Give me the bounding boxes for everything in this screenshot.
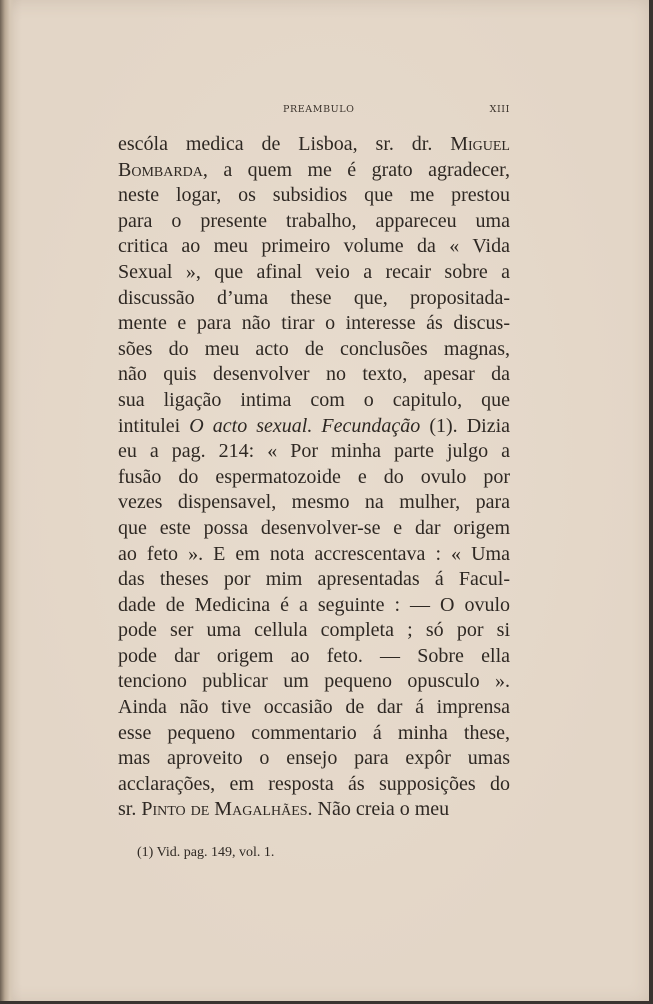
text-line: sua ligação intima com o capitulo, que bbox=[118, 388, 510, 411]
text-line: acclarações, em resposta ás supposições do bbox=[118, 772, 510, 795]
text-line: intitulei O acto sexual. Fecundação (1). Dizia bbox=[118, 414, 511, 437]
text-line: sões do meu acto de conclusões magnas, bbox=[118, 337, 510, 360]
author-name: Pinto de Magalhães bbox=[141, 798, 308, 821]
text-line: Ainda não tive occasião de dar á imprensa bbox=[118, 696, 510, 719]
text-line: que este possa desenvolver-se e dar origem bbox=[118, 516, 510, 539]
running-head bbox=[120, 104, 510, 120]
page-number: XIII bbox=[489, 104, 510, 115]
text-line: não quis desenvolver no texto, apesar da bbox=[118, 363, 510, 386]
text-line: Bombarda, a quem me é grato agradecer, bbox=[118, 158, 510, 181]
running-head-title: PREAMBULO bbox=[283, 104, 355, 115]
text-line: sr. Pinto de Magalhães. Não creia o meu bbox=[118, 798, 450, 821]
text-line: das theses por mim apresentadas á Facul- bbox=[118, 568, 510, 591]
body-text bbox=[118, 132, 510, 823]
text-line: tenciono publicar um pequeno opusculo ». bbox=[118, 670, 510, 693]
text-line: pode ser uma cellula completa ; só por si bbox=[118, 619, 510, 642]
text-line: ao feto ». E em nota accrescentava : « Uma bbox=[118, 542, 510, 565]
text-line: neste logar, os subsidios que me prestou bbox=[118, 184, 510, 207]
author-name: Bombarda bbox=[118, 158, 203, 181]
text-line: pode dar origem ao feto. — Sobre ella bbox=[118, 644, 510, 667]
text-line: dade de Medicina é a seguinte : — O ovulo bbox=[118, 593, 510, 616]
text-line: mente e para não tirar o interesse ás discus- bbox=[118, 312, 510, 335]
text-line: esse pequeno commentario á minha these, bbox=[118, 721, 510, 744]
text-line: Sexual », que afinal veio a recair sobre a bbox=[118, 260, 510, 283]
text-line: critica ao meu primeiro volume da « Vida bbox=[118, 235, 510, 258]
text-line: discussão d’uma these que, propositada- bbox=[118, 286, 510, 309]
footnote: (1) Vid. pag. 149, vol. 1. bbox=[137, 845, 275, 860]
text-line: vezes dispensavel, mesmo na mulher, para bbox=[118, 491, 510, 514]
text-line: mas aproveito o ensejo para expôr umas bbox=[118, 747, 510, 770]
text-line: para o presente trabalho, appareceu uma bbox=[118, 209, 510, 232]
page-edge-right bbox=[649, 0, 653, 1004]
chapter-title: O acto sexual. Fecundação bbox=[189, 414, 421, 437]
text-line: eu a pag. 214: « Por minha parte julgo a bbox=[118, 440, 510, 463]
book-spine-shadow bbox=[0, 0, 14, 1004]
author-name: Miguel bbox=[450, 133, 510, 155]
text-line: fusão do espermatozoide e do ovulo por bbox=[118, 465, 510, 488]
text-line: escóla medica de Lisboa, sr. dr. Miguel bbox=[118, 133, 510, 155]
